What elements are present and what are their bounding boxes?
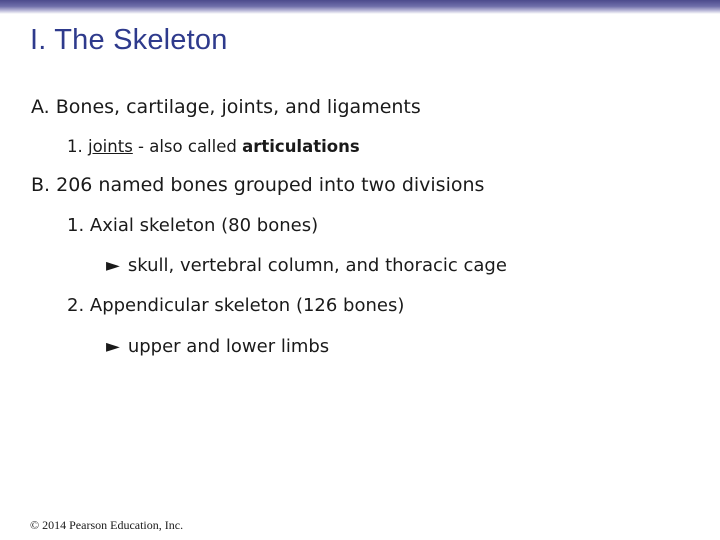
copyright-footer: © 2014 Pearson Education, Inc. — [30, 518, 184, 532]
top-decorative-bar — [0, 0, 720, 14]
outline-item-b: B. 206 named bones grouped into two divisions — [31, 174, 485, 196]
outline-item-a1-text: - also called — [132, 137, 243, 156]
outline-item-b2: 2. Appendicular skeleton (126 bones) — [67, 295, 405, 316]
slide-title: I. The Skeleton — [30, 24, 228, 56]
outline-item-a1 — [67, 137, 360, 156]
outline-item-b1-detail-text: skull, vertebral column, and thoracic cage — [127, 255, 507, 276]
articulations-term: articulations — [242, 137, 360, 156]
outline-item-a: A. Bones, cartilage, joints, and ligaments — [31, 96, 421, 118]
arrow-bullet-icon: ► — [106, 336, 120, 357]
outline-item-b1-detail — [106, 255, 507, 276]
outline-item-b1: 1. Axial skeleton (80 bones) — [67, 215, 319, 236]
outline-item-b2-detail — [106, 336, 329, 357]
outline-item-b2-detail-text: upper and lower limbs — [127, 336, 330, 357]
outline-item-a1-number: 1. — [67, 137, 88, 156]
arrow-bullet-icon: ► — [106, 255, 120, 276]
joints-term: joints — [88, 137, 133, 156]
